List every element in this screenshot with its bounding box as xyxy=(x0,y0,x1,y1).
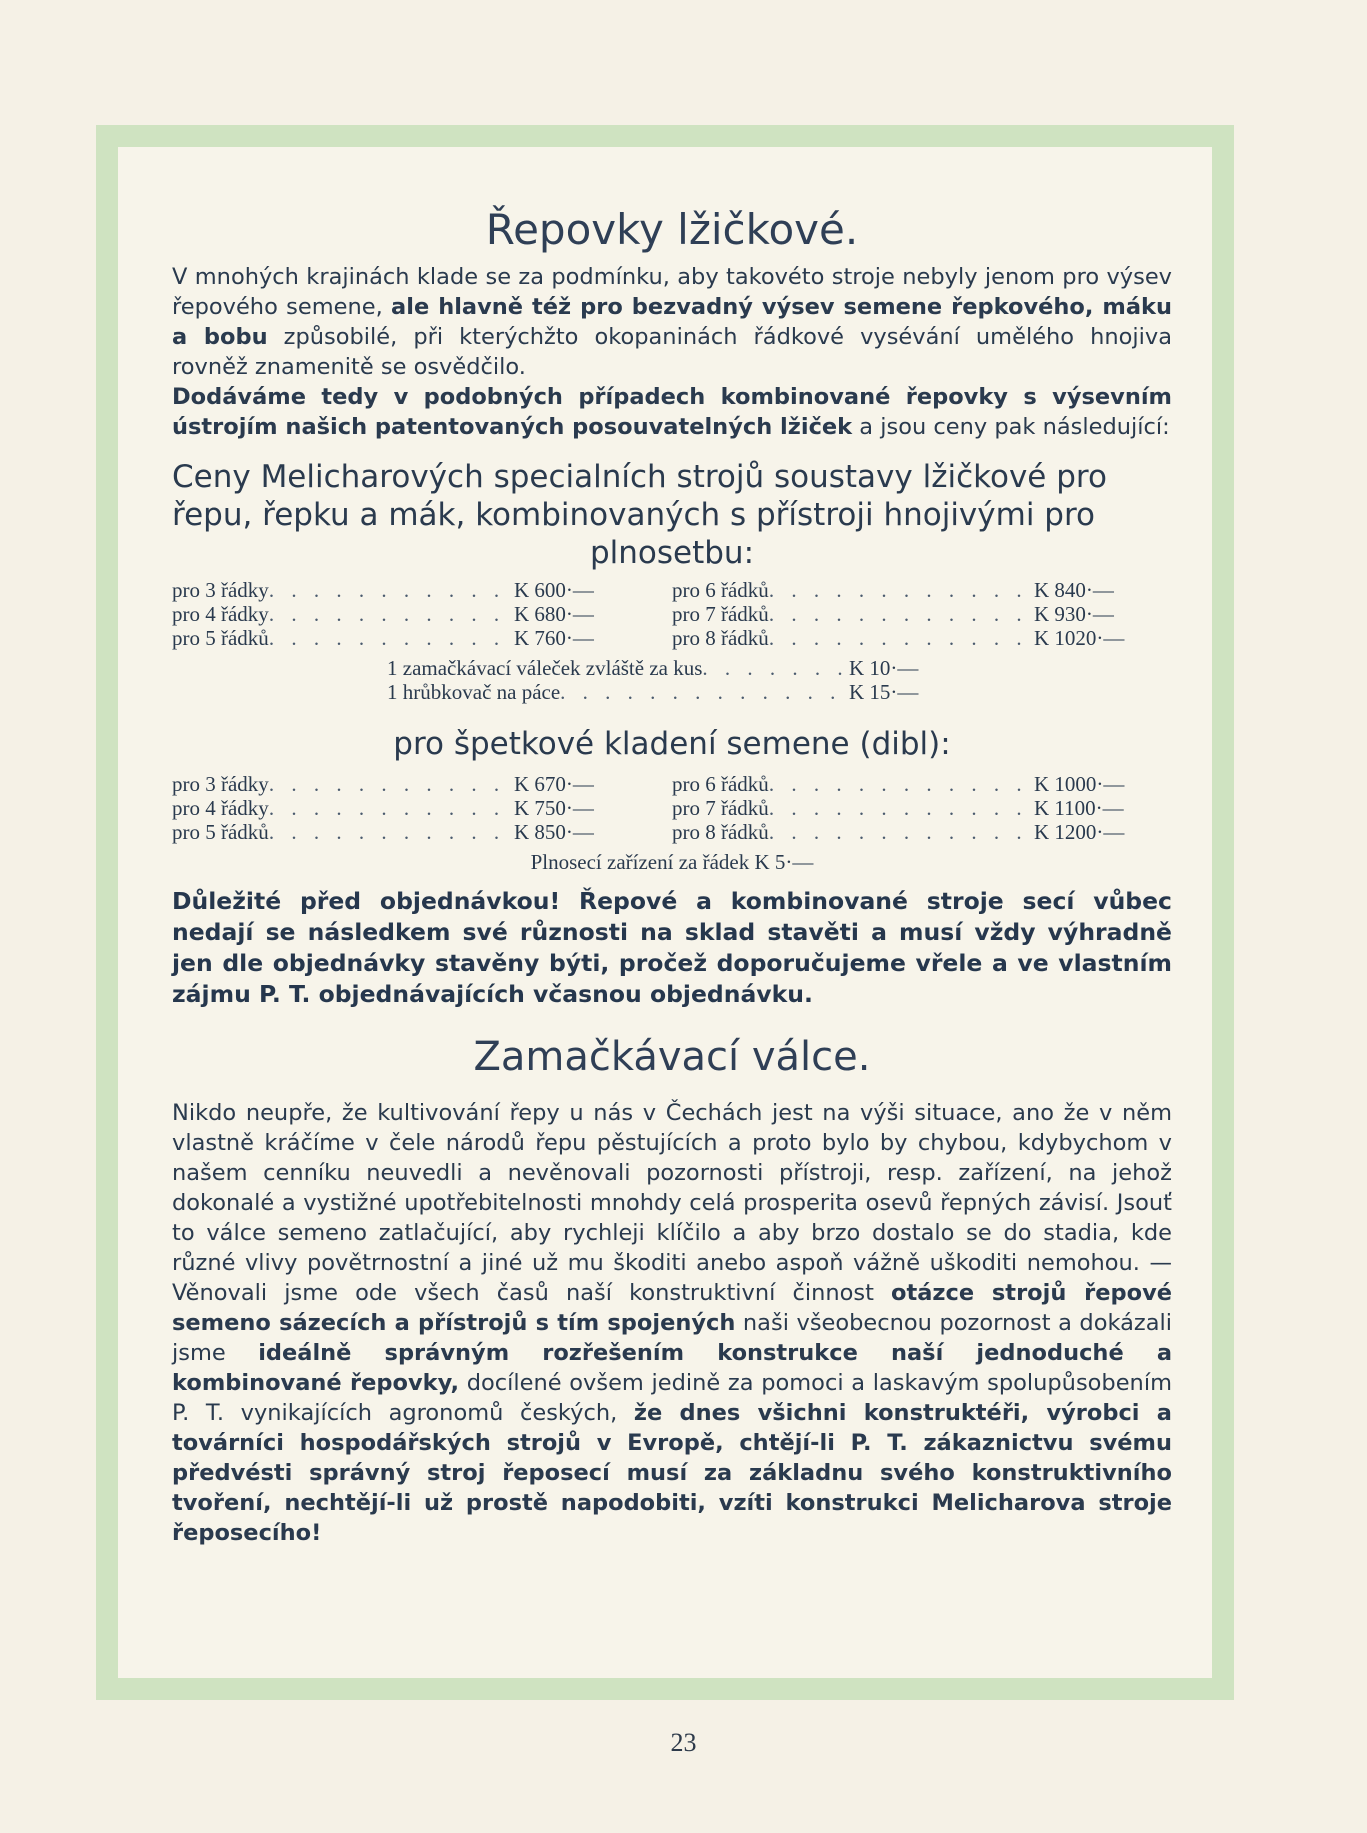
price-row xyxy=(172,796,1172,820)
price-table-plnosetbu xyxy=(172,578,1172,704)
price-item: pro 5 řádků . . . K 850·— xyxy=(172,820,612,844)
price-item: pro 6 řádků . . . K 1000·— xyxy=(672,772,1132,796)
price-item: pro 8 řádků . . . K 1020·— xyxy=(672,626,1132,650)
extra-item: 1 hrůbkovač na páce . . . K 15·— xyxy=(387,680,947,704)
price-row xyxy=(172,772,1172,796)
price-item: pro 4 řádky . . . K 750·— xyxy=(172,796,612,820)
price-row xyxy=(172,626,1172,650)
section-title-valce: Zamačkávací válce. xyxy=(473,1034,871,1080)
price-item: pro 7 řádků . . . K 1100·— xyxy=(672,796,1132,820)
extras-list xyxy=(387,656,947,704)
price-item: pro 6 řádků . . . K 840·— xyxy=(672,578,1132,602)
price-item: pro 5 řádků . . . K 760·— xyxy=(172,626,612,650)
page-inner xyxy=(118,147,1212,1678)
price-item: pro 8 řádků . . . K 1200·— xyxy=(672,820,1132,844)
page-content xyxy=(172,205,1172,1548)
price-table-dibl xyxy=(172,772,1172,874)
intro-text: V mnohých krajinách klade se za podmínku, aby takovéto stroje nebyly jenom pro výsev řepového semene, xyxy=(172,264,1172,320)
price-row xyxy=(172,578,1172,602)
price-item: pro 7 řádků . . . K 930·— xyxy=(672,602,1132,626)
intro-paragraph xyxy=(172,262,1172,382)
price-item: pro 3 řádky . . . K 670·— xyxy=(172,772,612,796)
price-heading-plnosetbu: plnosetbu: xyxy=(589,535,755,571)
intro-bold-text: ale hlavně též pro bezvadný výsev semene řepkového, máku a bobu xyxy=(172,294,1173,350)
price-item: pro 4 řádky . . . K 680·— xyxy=(172,602,612,626)
page-number: 23 xyxy=(670,1728,697,1757)
plnoseci-note: Plnosecí zařízení za řádek K 5·— xyxy=(530,850,814,874)
price-item: pro 3 řádky . . . K 600·— xyxy=(172,578,612,602)
intro-text-end: způsobilé, při kterýchžto okopaninách řádkové vysévání umělého hnojiva rovněž znamenitě se osvědčilo. xyxy=(172,324,1172,380)
page-border xyxy=(96,125,1234,1700)
offer-paragraph xyxy=(172,382,1172,442)
offer-text-end: a jsou ceny pak následující: xyxy=(852,414,1170,440)
offer-bold-text: Dodáváme tedy v podobných případech kombinované řepovky s výsevním ústrojím našich patentovaných posouvatelných lžiček xyxy=(172,384,1172,440)
section-title-repovky: Řepovky lžičkové. xyxy=(485,205,859,254)
price-heading: Ceny Melicharových specialních strojů soustavy lžičkové pro řepu, řepku a mák, kombinovaných s přístroji hnojivými pro xyxy=(172,459,1107,533)
extra-item: 1 zamačkávací váleček zvláště za kus . . . K 10·— xyxy=(387,656,947,680)
dibl-heading: pro špetkové kladení semene (dibl): xyxy=(393,726,951,762)
price-row xyxy=(172,820,1172,844)
valce-paragraph: Nikdo neupře, že kultivování řepy u nás v Čechách jest na výši situace, ano že v něm vlastně kráčíme v čele národů řepu pěstujících a proto bylo by chybou, kdybychom v našem cenníku neuvedli a nevěnovali pozornosti přístroji, resp. zařízení, na jehož dokonalé a vystižné upotřebitelnosti mnohdy celá prosperita osevů řepných závisí. Jsouť to válce semeno zatlačující, aby rychleji klíčilo a aby brzo dostalo se do stadia, kde různé vlivy povětrnostní a jiné už mu škoditi anebo aspoň vážně uškoditi nemohou. — Věnovali jsme ode všech časů naší konstruktivní činnost otázce strojů řepové semeno sázecích a přístrojů s tím spojených naši všeobecnou pozornost a dokázali jsme ideálně správným rozřešením konstrukce naší jednoduché a kombinované řepovky, docílené ovšem jedině za pomoci a laskavým spolupůsobením P. T. vynikajících agronomů českých, že dnes všichni konstruktéři, výrobci a továrníci hospodářských strojů v Evropě, chtějí-li P. T. zákaznictvu svému předvésti správný stroj řeposecí musí za základnu svého konstruktivního tvoření, nechtějí-li už prostě napodobiti, vzíti konstrukci Melicharova stroje řeposecího! xyxy=(172,1100,1173,1546)
price-row xyxy=(172,602,1172,626)
important-notice: Důležité před objednávkou! Řepové a kombinované stroje secí vůbec nedají se následkem své různosti na sklad stavěti a musí vždy výhradně jen dle objednávky stavěny býti, pročež doporučujeme vřele a ve vlastním zájmu P. T. objednávajících včasnou objednávku. xyxy=(172,887,1172,1008)
